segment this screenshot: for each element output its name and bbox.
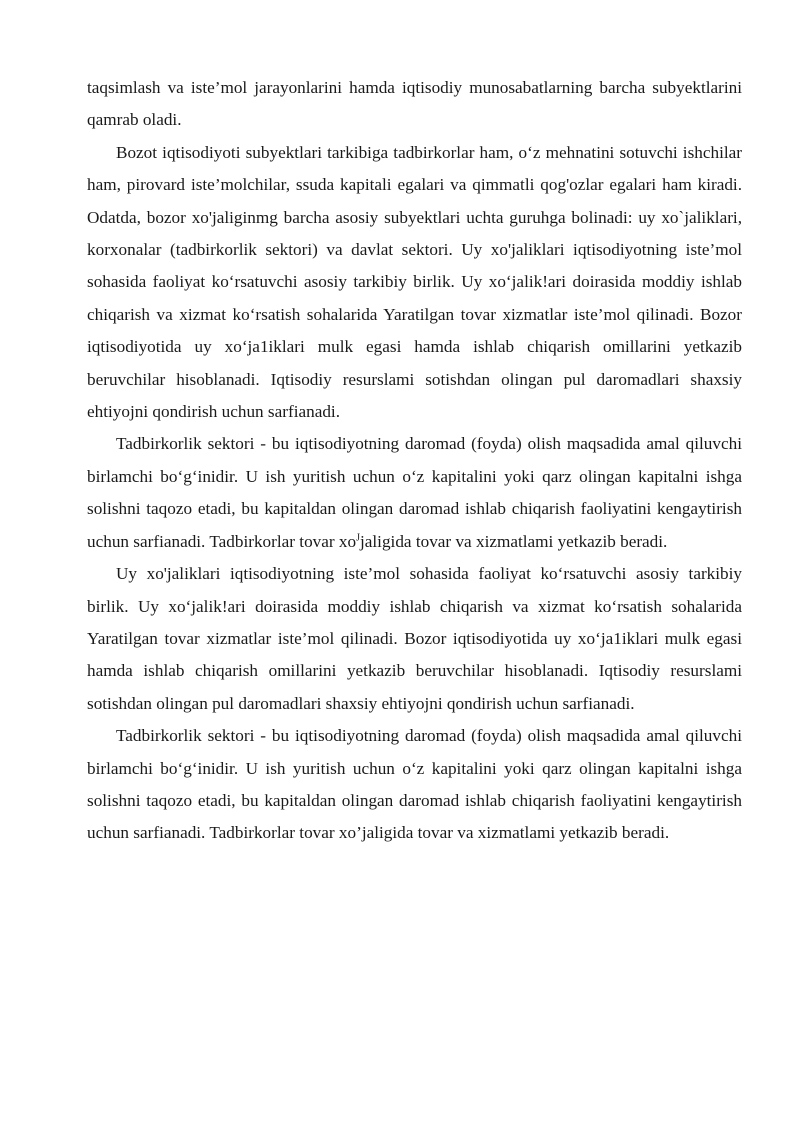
document-page xyxy=(87,72,742,850)
paragraph-3-text-start: Tadbirkorlik sektori - bu iqtisodiyotning daromad (foyda) olish maqsadida amal qiluvchi birlamchi bo‘g‘inidir. U ish yuritish uchun o‘z kapitalini yoki qarz olingan kapitalni ishga solishni taqozo etadi, bu kapitaldan olingan daromad ishlab chiqarish faoliyatini kengaytirish uchun sarfianadi. Tadbirkorlar tovar xo xyxy=(87,434,742,551)
paragraph-2: Bozot iqtisodiyoti subyektlari tarkibiga tadbirkorlar ham, o‘z mehnatini sotuvchi ishchilar ham, pirovard iste’molchilar, ssuda kapitali egalari va qimmatli qog'ozlar egalari ham kiradi. Odatda, bozor xo'jaliginmg barcha asosiy subyektlari uchta guruhga bolinadi: uy xo`jaliklari, korxonalar (tadbirkorlik sektori) va davlat sektori. Uy xo'jaliklari iqtisodiyotning iste’mol sohasida faoliyat ko‘rsatuvchi asosiy tarkibiy birlik. Uy xo‘jalik!ari doirasida moddiy ishlab chiqarish va xizmat ko‘rsatish sohalarida Yaratilgan tovar xizmatlar iste’mol qilinadi. Bozor iqtisodiyotida uy xo‘ja1iklari mulk egasi hamda ishlab chiqarish omillarini yetkazib beruvchilar hisoblanadi. Iqtisodiy resurslami sotishdan olingan pul daromadlari shaxsiy ehtiyojni qondirish uchun sarfianadi. xyxy=(87,142,742,422)
paragraph-3 xyxy=(87,428,742,558)
paragraph-3-text-end: jaligida tovar va xizmatlami yetkazib beradi. xyxy=(360,531,668,551)
paragraph-1: taqsimlash va iste’mol jarayonlarini hamda iqtisodiy munosabatlarning barcha subyektlarini qamrab oladi. xyxy=(87,78,742,130)
paragraph-4: Uy xo'jaliklari iqtisodiyotning iste’mol sohasida faoliyat ko‘rsatuvchi asosiy tarkibiy birlik. Uy xo‘jalik!ari doirasida moddiy ishlab chiqarish va xizmat ko‘rsatish sohalarida Yaratilgan tovar xizmatlar iste’mol qilinadi. Bozor iqtisodiyotida uy xo‘ja1iklari mulk egasi hamda ishlab chiqarish omillarini yetkazib beruvchilar hisoblanadi. Iqtisodiy resurslami sotishdan olingan pul daromadlari shaxsiy ehtiyojni qondirish uchun sarfianadi. xyxy=(87,564,742,713)
superscript-mark: J xyxy=(356,531,360,543)
paragraph-5: Tadbirkorlik sektori - bu iqtisodiyotning daromad (foyda) olish maqsadida amal qiluvchi birlamchi bo‘g‘inidir. U ish yuritish uchun o‘z kapitalini yoki qarz olingan kapitalni ishga solishni taqozo etadi, bu kapitaldan olingan daromad ishlab chiqarish faoliyatini kengaytirish uchun sarfianadi. Tadbirkorlar tovar xo’jaligida tovar va xizmatlami yetkazib beradi. xyxy=(87,726,742,843)
